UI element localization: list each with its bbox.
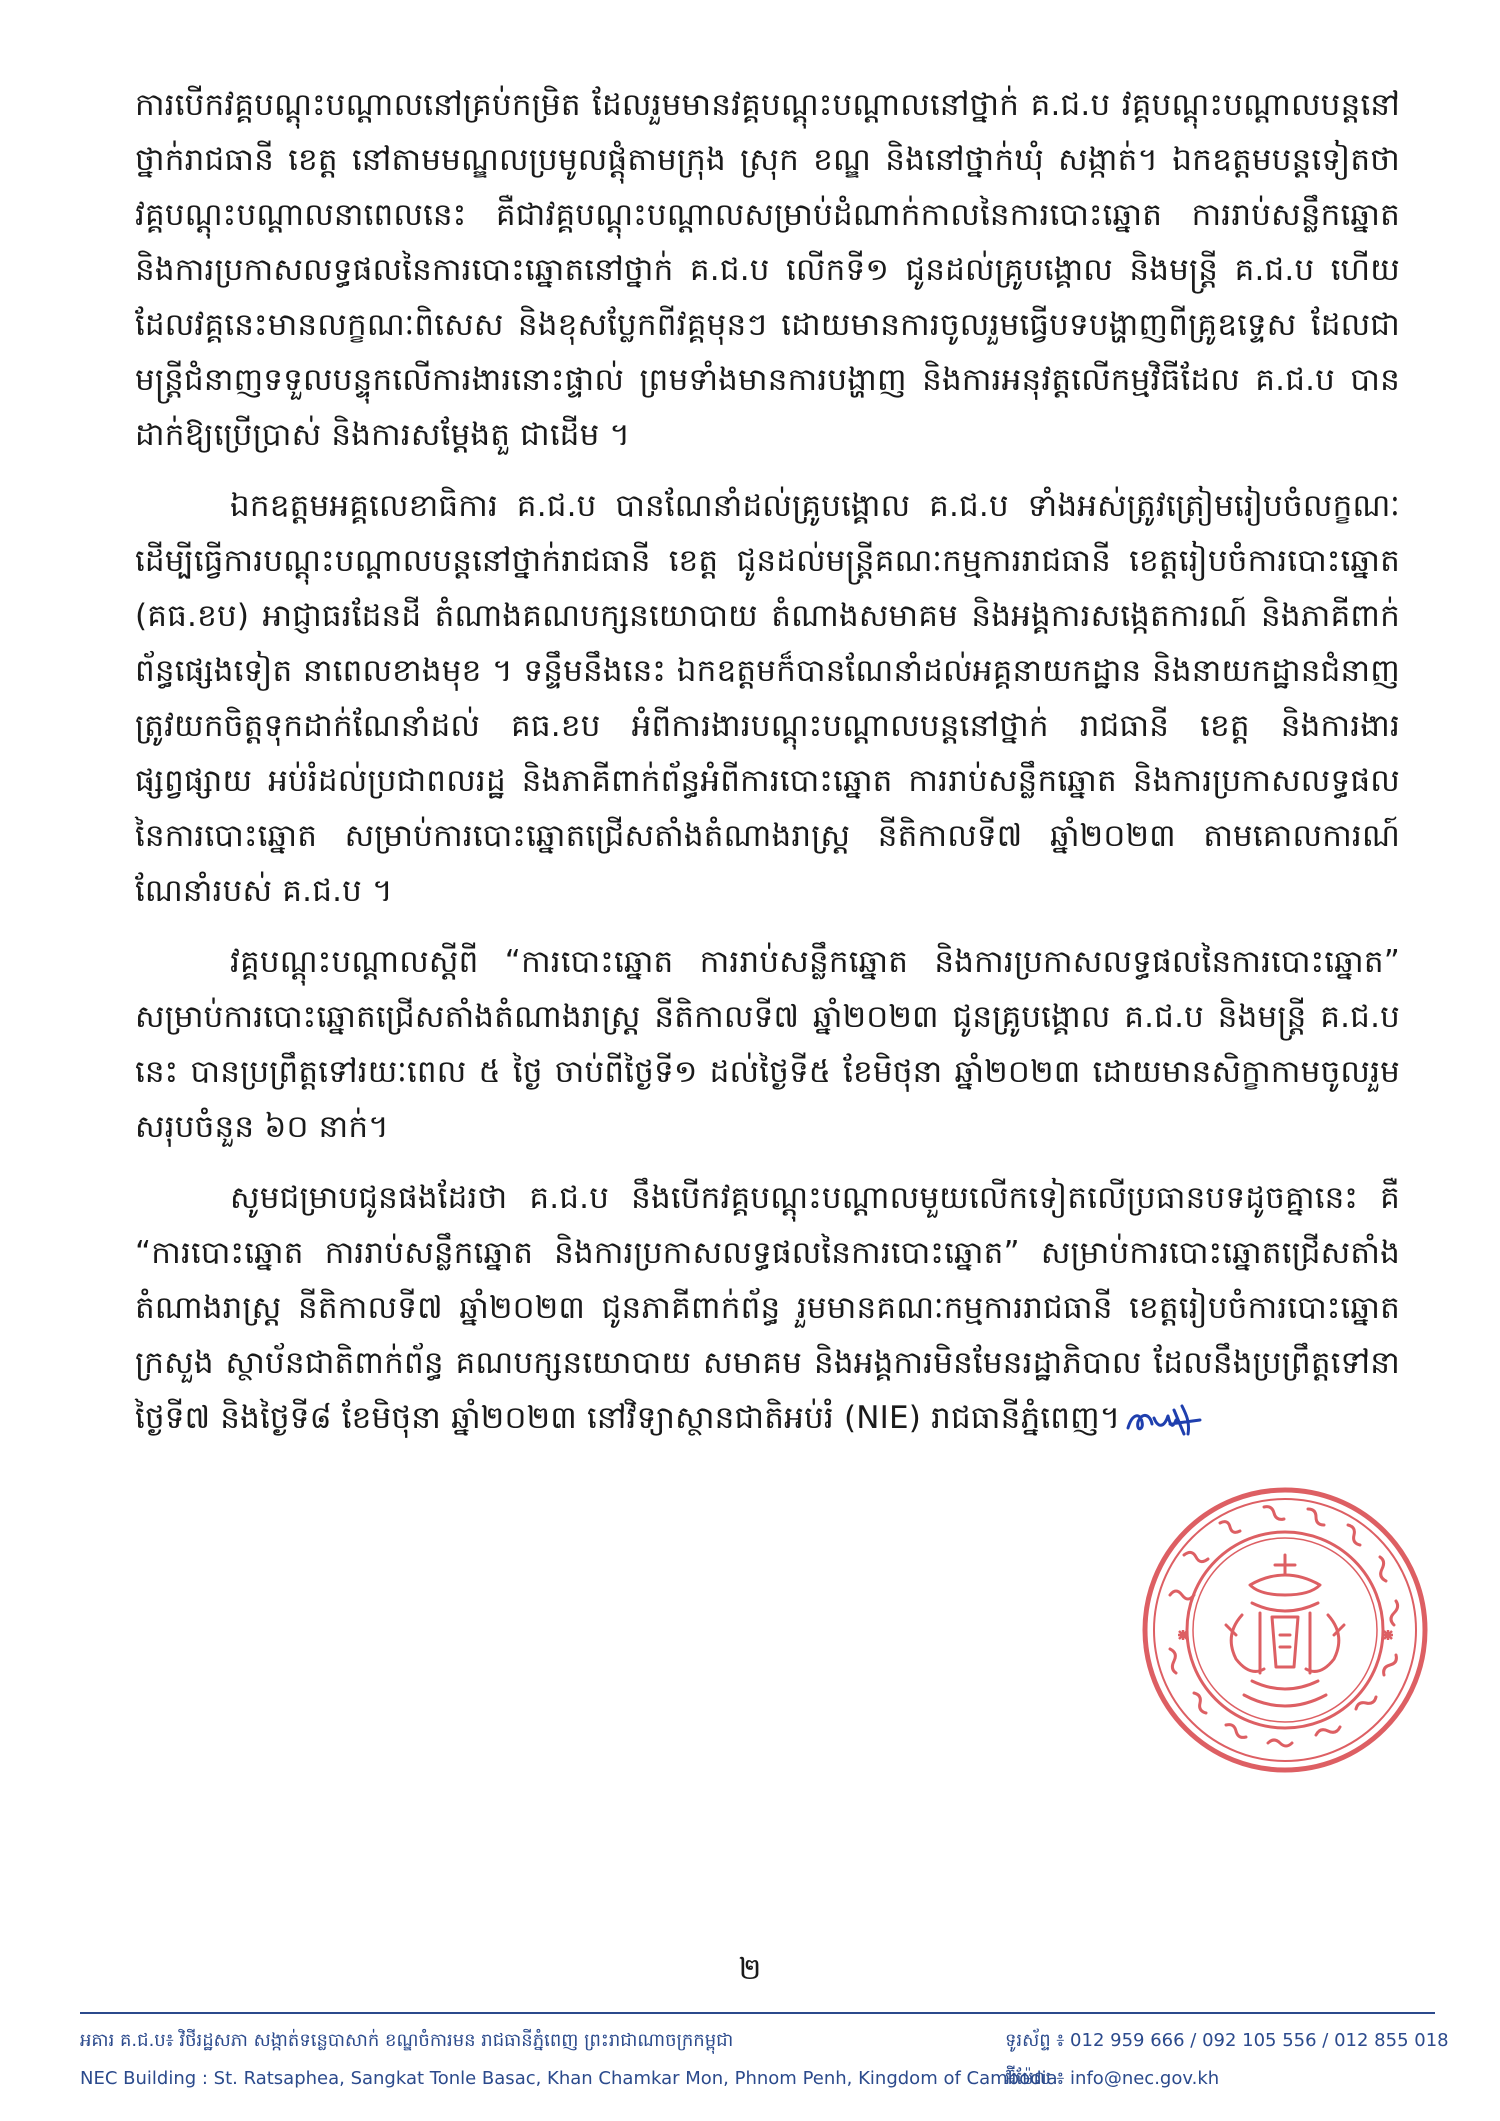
handwritten-initials-icon (1124, 1400, 1204, 1440)
letterhead-footer (80, 2022, 1449, 2112)
page-number: ២ (738, 1952, 762, 1987)
paragraph-2: ឯកឧត្តមអគ្គលេខាធិការ គ.ជ.ប បានណែនាំដល់គ្រូបង្គោល គ.ជ.ប ទាំងអស់ត្រូវត្រៀមរៀបចំលក្ខណៈដើម្បីធ្វើការបណ្តុះបណ្តាលបន្តនៅថ្នាក់រាជធានី ខេត្ត ជូនដល់មន្ត្រីគណៈកម្មការរាជធានី ខេត្តរៀបចំការបោះឆ្នោត (គធ.ខប) អាជ្ញាធរដែនដី តំណាងគណបក្សនយោបាយ តំណាងសមាគម និងអង្គការសង្កេតការណ៍ និងភាគីពាក់ព័ន្ធផ្សេងទៀត នាពេលខាងមុខ ។ ទន្ទឹមនឹងនេះ ឯកឧត្តមក៏បានណែនាំដល់អគ្គនាយកដ្ឋាន និងនាយកដ្ឋានជំនាញ ត្រូវយកចិត្តទុកដាក់ណែនាំដល់ គធ.ខប អំពីការងារបណ្តុះបណ្តាលបន្តនៅថ្នាក់ រាជធានី ខេត្ត និងការងារផ្សព្វផ្សាយ អប់រំដល់ប្រជាពលរដ្ឋ និងភាគីពាក់ព័ន្ធអំពីការបោះឆ្នោត ការរាប់សន្លឹកឆ្នោត និងការប្រកាសលទ្ធផលនៃការបោះឆ្នោត សម្រាប់ការបោះឆ្នោតជ្រើសតាំងតំណាងរាស្ត្រ នីតិកាលទី៧ ឆ្នាំ២០២៣ តាមគោលការណ៍ណែនាំរបស់ គ.ជ.ប ។ (135, 488, 1400, 909)
paragraph-4-text: សូមជម្រាបជូនផងដែរថា គ.ជ.ប នឹងបើកវគ្គបណ្តុះបណ្តាលមួយលើកទៀតលើប្រធានបទដូចគ្នានេះ គឺ “ការបោះឆ្នោត ការរាប់សន្លឹកឆ្នោត និងការប្រកាសលទ្ធផលនៃការបោះឆ្នោត” សម្រាប់ការបោះឆ្នោតជ្រើសតាំងតំណាងរាស្ត្រ នីតិកាលទី៧ ឆ្នាំ២០២៣ ជូនភាគីពាក់ព័ន្ធ រួមមានគណៈកម្មការរាជធានី ខេត្តរៀបចំការបោះឆ្នោត ក្រសួង ស្ថាប័នជាតិពាក់ព័ន្ធ គណបក្សនយោបាយ សមាគម និងអង្គការមិនមែនរដ្ឋាភិបាល ដែលនឹងប្រព្រឹត្តទៅនាថ្ងៃទី៧ និងថ្ងៃទី៨ ខែមិថុនា ឆ្នាំ២០២៣ នៅវិទ្យាស្ថានជាតិអប់រំ (NIE) រាជធានីភ្នំពេញ។ (135, 1180, 1400, 1436)
address-english: NEC Building : St. Ratsaphea, Sangkat Tonle Basac, Khan Chamkar Mon, Phnom Penh, Kingdom of Cambodia (80, 2068, 1058, 2089)
email-address: អ៊ីម៉ែល ៖ info@nec.gov.kh (1005, 2068, 1220, 2089)
footer-divider (80, 2012, 1435, 2014)
official-seal-icon (1140, 1485, 1430, 1775)
paragraph-4 (135, 1171, 1400, 1446)
paragraph-1: ការបើកវគ្គបណ្តុះបណ្តាលនៅគ្រប់កម្រិត ដែលរួមមានវគ្គបណ្តុះបណ្តាលនៅថ្នាក់ គ.ជ.ប វគ្គបណ្តុះបណ្តាលបន្តនៅថ្នាក់រាជធានី ខេត្ត នៅតាមមណ្ឌលប្រមូលផ្តុំតាមក្រុង ស្រុក ខណ្ឌ និងនៅថ្នាក់ឃុំ សង្កាត់។ ឯកឧត្តមបន្តទៀតថា វគ្គបណ្តុះបណ្តាលនាពេលនេះ គឺជាវគ្គបណ្តុះបណ្តាលសម្រាប់ដំណាក់កាលនៃការបោះឆ្នោត ការរាប់សន្លឹកឆ្នោត និងការប្រកាសលទ្ធផលនៃការបោះឆ្នោតនៅថ្នាក់ គ.ជ.ប លើកទី១ ជូនដល់គ្រូបង្គោល និងមន្ត្រី គ.ជ.ប ហើយដែលវគ្គនេះមានលក្ខណៈពិសេស និងខុសប្លែកពីវគ្គមុនៗ ដោយមានការចូលរួមធ្វើបទបង្ហាញពីគ្រូឧទ្ទេស ដែលជាមន្ត្រីជំនាញទទួលបន្ទុកលើការងារនោះផ្ទាល់ ព្រមទាំងមានការបង្ហាញ និងការអនុវត្តលើកម្មវិធីដែល គ.ជ.ប បានដាក់ឱ្យប្រើប្រាស់ និងការសម្តែងតួ ជាដើម ។ (135, 87, 1400, 453)
footer-contact (1005, 2022, 1449, 2098)
phone-numbers: ទូរស័ព្ទ ៖ 012 959 666 / 092 105 556 / 012 855 018 (1005, 2030, 1449, 2051)
footer-address (80, 2022, 1058, 2098)
document-body (135, 78, 1400, 1446)
paragraph-3: វគ្គបណ្តុះបណ្តាលស្តីពី “ការបោះឆ្នោត ការរាប់សន្លឹកឆ្នោត និងការប្រកាសលទ្ធផលនៃការបោះឆ្នោត” សម្រាប់ការបោះឆ្នោតជ្រើសតាំងតំណាងរាស្ត្រ នីតិកាលទី៧ ឆ្នាំ២០២៣ ជូនគ្រូបង្គោល គ.ជ.ប និងមន្ត្រី គ.ជ.ប នេះ បានប្រព្រឹត្តទៅរយៈពេល ៥ ថ្ងៃ ចាប់ពីថ្ងៃទី១ ដល់ថ្ងៃទី៥ ខែមិថុនា ឆ្នាំ២០២៣ ដោយមានសិក្ខាកាមចូលរួមសរុបចំនួន ៦០ នាក់។ (135, 944, 1400, 1145)
address-khmer: អគារ គ.ជ.ប៖ វិថីរដ្ឋសភា សង្កាត់ទន្លេបាសាក់ ខណ្ឌចំការមន រាជធានីភ្នំពេញ ព្រះរាជាណាចក្រកម្ពុជា (80, 2030, 734, 2051)
